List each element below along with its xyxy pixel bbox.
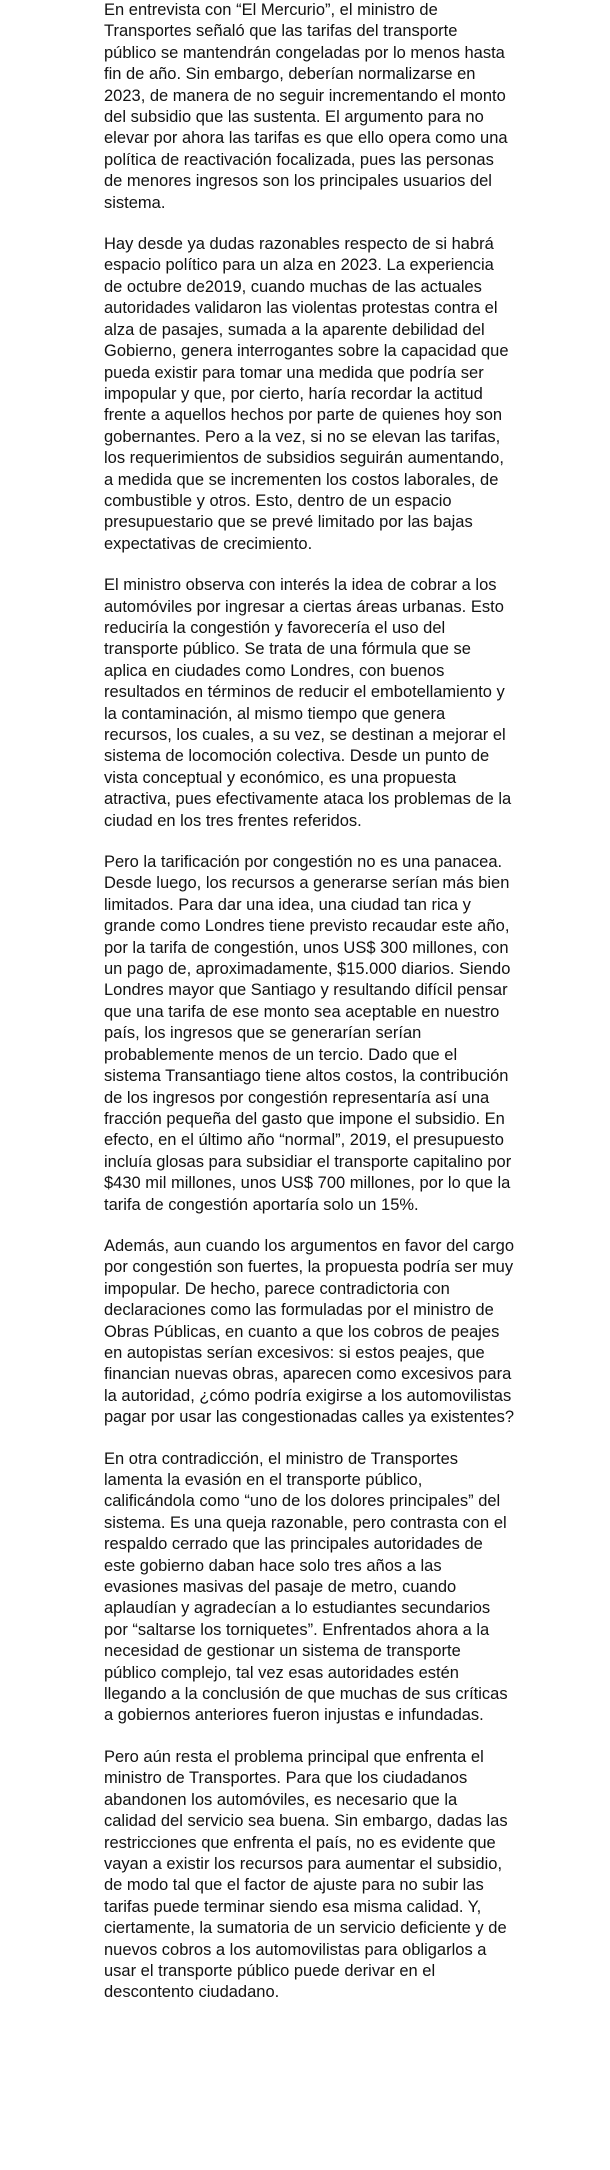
article-body (104, 0, 514, 2024)
paragraph-4: Pero la tarificación por congestión no es una panacea. Desde luego, los recursos a generarse serían más bien limitados. Para dar una idea, una ciudad tan rica y grande como Londres tiene previsto recaudar este año, por la tarifa de congestión, unos US$ 300 millones, con un pago de, aproximadamente, $15.000 diarios. Siendo Londres mayor que Santiago y resultando difícil pensar que una tarifa de ese monto sea aceptable en nuestro país, los ingresos que se generarían serían probablemente menos de un tercio. Dado que el sistema Transantiago tiene altos costos, la contribución de los ingresos por congestión representaría así una fracción pequeña del gasto que impone el subsidio. En efecto, en el último año “normal”, 2019, el presupuesto incluía glosas para subsidiar el transporte capitalino por $430 mil millones, unos US$ 700 millones, por lo que la tarifa de congestión aportaría solo un 15%. (104, 853, 512, 1214)
paragraph-1: En entrevista con “El Mercurio”, el ministro de Transportes señaló que las tarifas del transporte público se mantendrán congeladas por lo menos hasta fin de año. Sin embargo, deberían normalizarse en 2023, de manera de no seguir incrementando el monto del subsidio que las sustenta. El argumento para no elevar por ahora las tarifas es que ello opera como una política de reactivación focalizada, pues las personas de menores ingresos son los principales usuarios del sistema. (104, 1, 508, 212)
paragraph-5: Además, aun cuando los argumentos en favor del cargo por congestión son fuertes, la propuesta podría ser muy impopular. De hecho, parece contradictoria con declaraciones como las formuladas por el ministro de Obras Públicas, en cuanto a que los cobros de peajes en autopistas serían excesivos: si estos peajes, que financian nuevas obras, aparecen como excesivos para la autoridad, ¿cómo podría exigirse a los automovilistas pagar por usar las congestionadas calles ya existentes? (104, 1236, 515, 1427)
paragraph-7: Pero aún resta el problema principal que enfrenta el ministro de Transportes. Para que los ciudadanos abandonen los automóviles, es necesario que la calidad del servicio sea buena. Sin embargo, dadas las restricciones que enfrenta el país, no es evidente que vayan a existir los recursos para aumentar el subsidio, de modo tal que el factor de ajuste para no subir las tarifas puede terminar siendo esa misma calidad. Y, ciertamente, la sumatoria de un servicio deficiente y de nuevos cobros a los automovilistas para obligarlos a usar el transporte público puede derivar en el descontento ciudadano. (104, 1747, 508, 2002)
paragraph-3: El ministro observa con interés la idea de cobrar a los automóviles por ingresar a ciertas áreas urbanas. Esto reduciría la congestión y favorecería el uso del transporte público. Se trata de una fórmula que se aplica en ciudades como Londres, con buenos resultados en términos de reducir el embotellamiento y la contaminación, al mismo tiempo que genera recursos, los cuales, a su vez, se destinan a mejorar el sistema de locomoción colectiva. Desde un punto de vista conceptual y económico, es una propuesta atractiva, pues efectivamente ataca los problemas de la ciudad en los tres frentes referidos. (104, 576, 512, 830)
paragraph-6: En otra contradicción, el ministro de Transportes lamenta la evasión en el transporte público, calificándola como “uno de los dolores principales” del sistema. Es una queja razonable, pero contrasta con el respaldo cerrado que las principales autoridades de este gobierno daban hace solo tres años a las evasiones masivas del pasaje de metro, cuando aplaudían y agradecían a lo estudiantes secundarios por “saltarse los torniquetes”. Enfrentados ahora a la necesidad de gestionar un sistema de transporte público complejo, tal vez esas autoridades estén llegando a la conclusión de que muchas de sus críticas a gobiernos anteriores fueron injustas e infundadas. (104, 1449, 508, 1725)
paragraph-2: Hay desde ya dudas razonables respecto de si habrá espacio político para un alza en 2023. La experiencia de octubre de2019, cuando muchas de las actuales autoridades validaron las violentas protestas contra el alza de pasajes, sumada a la aparente debilidad del Gobierno, genera interrogantes sobre la capacidad que pueda existir para tomar una medida que podría ser impopular y que, por cierto, haría recordar la actitud frente a aquellos hechos por parte de quienes hoy son gobernantes. Pero a la vez, si no se elevan las tarifas, los requerimientos de subsidios seguirán aumentando, a medida que se incrementen los costos laborales, de combustible y otros. Esto, dentro de un espacio presupuestario que se prevé limitado por las bajas expectativas de crecimiento. (104, 235, 509, 553)
